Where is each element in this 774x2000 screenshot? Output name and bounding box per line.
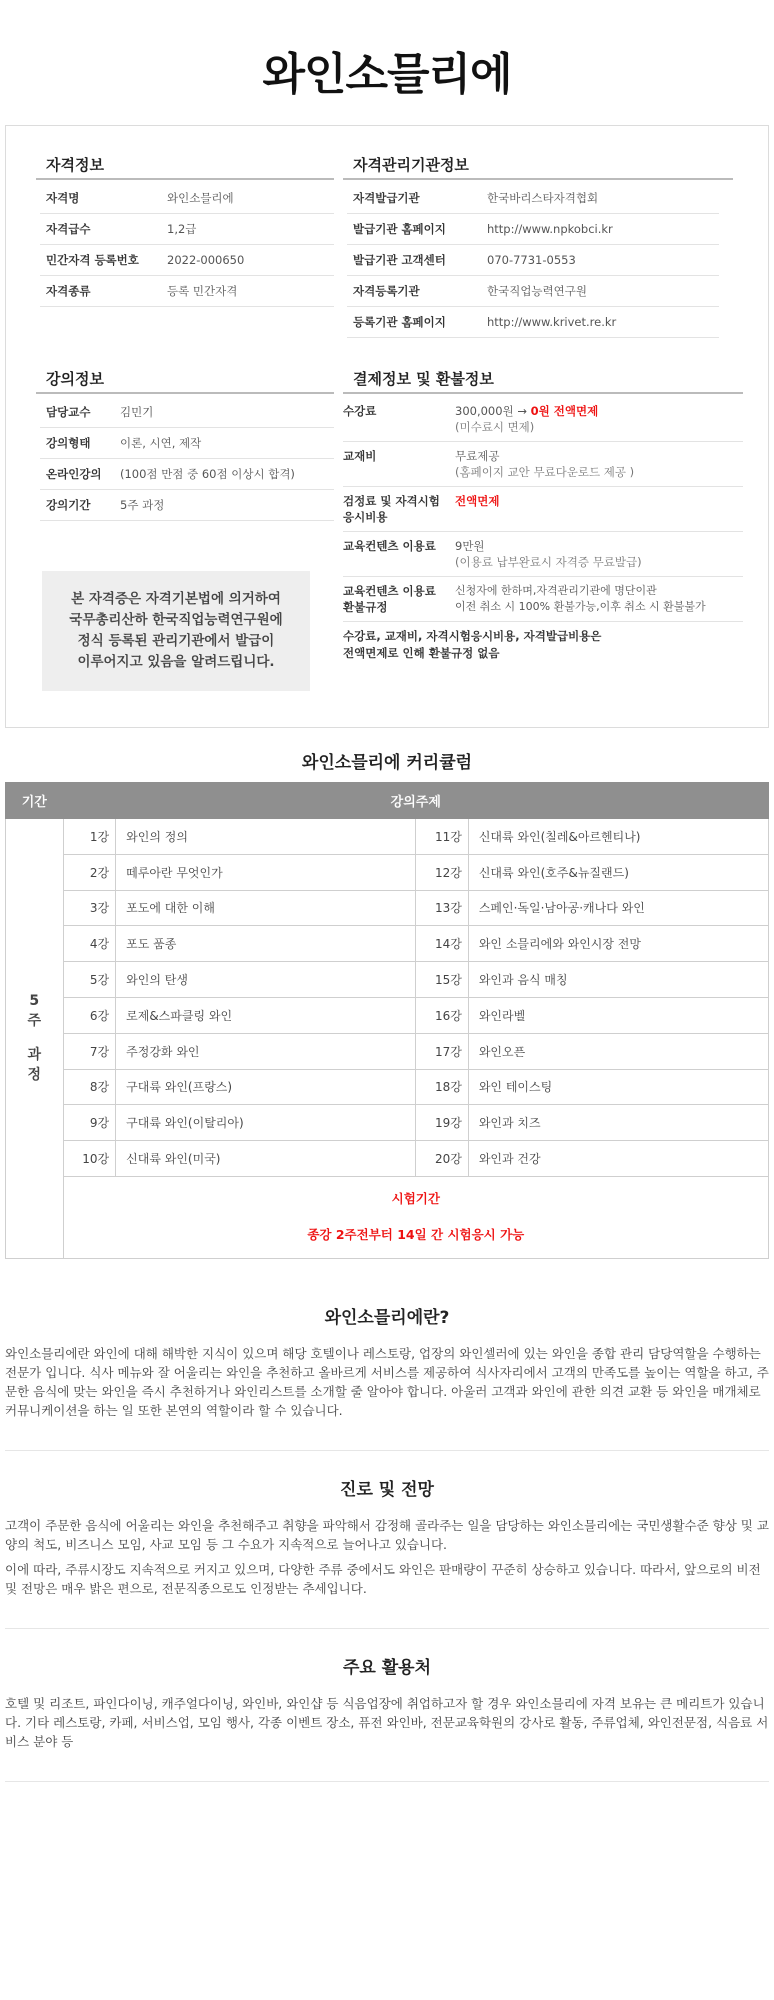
info-key: 발급기관 홈페이지	[353, 222, 446, 236]
course-heading: 강의정보	[36, 368, 334, 394]
refund-footer-line: 수강료, 교재비, 자격시험응시비용, 자격발급비용은	[343, 629, 602, 643]
lecture-num: 12강	[416, 854, 469, 890]
info-key: 자격급수	[46, 222, 91, 236]
lecture-topic: 와인의 탄생	[116, 962, 416, 998]
exam-desc: 종강 2주전부터 14일 간 시험응시 가능	[307, 1227, 525, 1243]
lecture-num: 7강	[63, 1033, 116, 1069]
registry-homepage-link[interactable]: http://www.krivet.re.kr	[487, 315, 617, 329]
refund-row	[343, 577, 743, 622]
lecture-topic: 신대륙 와인(칠레&아르헨티나)	[468, 819, 768, 855]
career-title: 진로 및 전망	[340, 1479, 434, 1500]
lecture-num: 14강	[416, 926, 469, 962]
tuition-price: 300,000원 →	[455, 404, 527, 418]
table-row	[6, 1069, 769, 1105]
lecture-topic: 와인의 정의	[116, 819, 416, 855]
notice-line: 본 자격증은 자격기본법에 의거하여	[71, 591, 281, 607]
lecture-num: 18강	[416, 1069, 469, 1105]
notice-line: 국무총리산하 한국직업능력연구원에	[69, 612, 283, 628]
lecture-topic: 로제&스파클링 와인	[116, 997, 416, 1033]
section-divider	[5, 1628, 769, 1629]
info-value: 5주 과정	[120, 498, 165, 512]
period-text: 정	[27, 1067, 42, 1084]
lecture-topic: 신대륙 와인(미국)	[116, 1141, 416, 1177]
material-note: (홈페이지 교안 무료다운로드 제공 )	[455, 465, 635, 479]
info-value: 이론, 시연, 제작	[120, 436, 202, 450]
table-header	[6, 783, 769, 819]
lecture-num: 8강	[63, 1069, 116, 1105]
about-title: 와인소믈리에란?	[324, 1307, 450, 1328]
refund-label: 교육컨텐츠 이용료	[343, 584, 436, 598]
lecture-topic: 포도에 대한 이해	[116, 890, 416, 926]
about-section	[0, 1303, 774, 1420]
period-header: 기간	[6, 783, 64, 819]
tuition-label: 수강료	[343, 404, 377, 418]
content-fee-value: 9만원	[455, 539, 485, 553]
usage-title: 주요 활용처	[342, 1657, 432, 1678]
qualification-section	[36, 154, 334, 307]
lecture-topic: 신대륙 와인(호주&뉴질랜드)	[468, 854, 768, 890]
career-paragraph: 이에 따라, 주류시장도 지속적으로 커지고 있으며, 다양한 주류 중에서도 와인은 판매량이 꾸준히 상승하고 있습니다. 따라서, 앞으로의 비전 및 전망은 매우 밝은 편으로, 전문직종으로도 인정받는 추세입니다.	[5, 1561, 761, 1596]
usage-paragraph: 호텔 및 리조트, 파인다이닝, 캐주얼다이닝, 와인바, 와인샵 등 식음업장에 취업하고자 할 경우 와인소믈리에 자격 보유는 큰 메리트가 있습니다. 기타 레스토랑, 카페, 서비스업, 모임 행사, 각종 이벤트 장소, 퓨전 와인바, 전문교육학원의 강사로 활동, 주류업체, 와인전문점, 식음료 서비스 분야 등	[5, 1695, 769, 1749]
info-key: 강의형태	[46, 436, 91, 450]
table-row	[6, 926, 769, 962]
info-row	[347, 245, 719, 276]
info-key: 강의기간	[46, 498, 91, 512]
about-paragraph: 와인소믈리에란 와인에 대해 해박한 지식이 있으며 해당 호텔이나 레스토랑, 업장의 와인셀러에 있는 와인을 종합 관리 담당역할을 수행하는 전문가 입니다. 식사 메뉴와 잘 어울리는 와인을 추천하고 올바르게 서비스를 제공하여 식사자리에서 고객의 만족도를 높이는 역할을 하고, 주문한 음식에 맞는 와인을 즉시 추천하거나 와인리스트를 소개할 줄 알아야 합니다. 아울러 고객과 와인에 관한 의견 교환 등 와인을 매개체로 커뮤니케이션을 하는 일 또한 본연의 역할이라 할 수 있습니다.	[5, 1345, 769, 1418]
period-text: 과	[27, 1047, 42, 1064]
info-value: 등록 민간자격	[167, 284, 238, 298]
lecture-num: 10강	[63, 1141, 116, 1177]
accreditation-notice	[42, 571, 310, 691]
lecture-num: 16강	[416, 997, 469, 1033]
info-key: 등록기관 홈페이지	[353, 315, 446, 329]
table-row	[6, 997, 769, 1033]
info-row	[40, 397, 334, 428]
exam-fee-value: 전액면제	[455, 494, 500, 508]
refund-text: 신청자에 한하며,자격관리기관에 명단이관	[455, 584, 657, 597]
content-fee-note: (이용료 납부완료시 자격증 무료발급)	[455, 555, 642, 569]
material-label: 교재비	[343, 449, 377, 463]
payment-heading: 결제정보 및 환불정보	[343, 368, 743, 394]
info-row	[40, 276, 334, 307]
lecture-topic: 떼루아란 무엇인가	[116, 854, 416, 890]
lecture-topic: 와인 테이스팅	[468, 1069, 768, 1105]
lecture-topic: 구대륙 와인(이탈리아)	[116, 1105, 416, 1141]
notice-line: 정식 등록된 관리기관에서 발급이	[77, 633, 275, 649]
exam-fee-label: 검정료 및 자격시험	[343, 494, 440, 508]
tuition-note: (미수료시 면제)	[455, 420, 535, 434]
table-row	[6, 890, 769, 926]
tuition-free: 0원 전액면제	[530, 404, 599, 418]
lecture-topic: 와인 소믈리에와 와인시장 전망	[468, 926, 768, 962]
lecture-num: 13강	[416, 890, 469, 926]
lecture-num: 1강	[63, 819, 116, 855]
lecture-num: 5강	[63, 962, 116, 998]
qualification-heading: 자격정보	[36, 154, 334, 180]
info-key: 자격등록기관	[353, 284, 420, 298]
lecture-topic: 와인과 건강	[468, 1141, 768, 1177]
lecture-topic: 스페인·독일·남아공·캐나다 와인	[468, 890, 768, 926]
info-value: 070-7731-0553	[487, 253, 576, 267]
tuition-row	[343, 397, 743, 442]
career-section	[0, 1475, 774, 1598]
refund-text: 이전 취소 시 100% 환불가능,이후 취소 시 환불불가	[455, 600, 706, 613]
info-row	[347, 183, 719, 214]
refund-footer-line: 전액면제로 인해 환불규정 없음	[343, 646, 500, 660]
lecture-topic: 와인과 음식 매칭	[468, 962, 768, 998]
period-num: 5	[29, 993, 40, 1010]
lecture-num: 11강	[416, 819, 469, 855]
info-value: 김민기	[120, 405, 154, 419]
material-value: 무료제공	[455, 449, 500, 463]
info-row	[347, 276, 719, 307]
payment-section	[343, 368, 743, 662]
info-key: 담당교수	[46, 405, 91, 419]
info-key: 자격발급기관	[353, 191, 420, 205]
info-row	[347, 214, 719, 245]
info-value: (100점 만점 중 60점 이상시 합격)	[120, 467, 295, 481]
info-row	[40, 490, 334, 521]
period-cell	[6, 819, 64, 1259]
exam-fee-row	[343, 487, 743, 532]
info-key: 자격명	[46, 191, 80, 205]
lecture-num: 15강	[416, 962, 469, 998]
content-fee-label: 교육컨텐츠 이용료	[343, 539, 436, 553]
exam-title: 시험기간	[391, 1191, 440, 1207]
info-value: 2022-000650	[167, 253, 245, 267]
topic-header: 강의주제	[63, 783, 768, 819]
info-row	[40, 459, 334, 490]
lecture-topic: 와인과 치즈	[468, 1105, 768, 1141]
section-divider	[5, 1450, 769, 1451]
agency-heading: 자격관리기관정보	[343, 154, 733, 180]
lecture-num: 6강	[63, 997, 116, 1033]
info-key: 자격종류	[46, 284, 91, 298]
info-row	[40, 428, 334, 459]
info-key: 발급기관 고객센터	[353, 253, 446, 267]
exam-fee-label: 응시비용	[343, 510, 388, 524]
period-text: 주	[27, 1013, 42, 1030]
usage-section	[0, 1653, 774, 1751]
curriculum-table	[5, 782, 769, 1259]
notice-line: 이루어지고 있음을 알려드립니다.	[77, 654, 275, 670]
lecture-topic: 주정강화 와인	[116, 1033, 416, 1069]
content-fee-row	[343, 532, 743, 577]
table-row	[6, 962, 769, 998]
info-row	[347, 307, 719, 338]
curriculum-title: 와인소믈리에 커리큘럼	[301, 753, 473, 773]
course-section	[36, 368, 334, 521]
refund-label: 환불규정	[343, 600, 388, 614]
info-value: 1,2급	[167, 222, 197, 236]
lecture-num: 2강	[63, 854, 116, 890]
agency-homepage-link[interactable]: http://www.npkobci.kr	[487, 222, 613, 236]
page-title: 와인소믈리에	[262, 49, 512, 100]
refund-footer	[343, 622, 743, 662]
material-row	[343, 442, 743, 487]
table-row	[6, 819, 769, 855]
career-paragraph: 고객이 주문한 음식에 어울리는 와인을 추천해주고 취향을 파악해서 감정해 골라주는 일을 담당하는 와인소믈리에는 국민생활수준 향상 및 교양의 척도, 비즈니스 모임, 사교 모임 등 그 수요가 지속적으로 늘어나고 있습니다.	[5, 1517, 769, 1552]
info-row	[40, 214, 334, 245]
table-row	[6, 1033, 769, 1069]
info-value: 와인소믈리에	[167, 191, 234, 205]
info-value: 한국바리스타자격협회	[487, 191, 599, 205]
lecture-num: 3강	[63, 890, 116, 926]
lecture-topic: 구대륙 와인(프랑스)	[116, 1069, 416, 1105]
lecture-num: 17강	[416, 1033, 469, 1069]
lecture-num: 20강	[416, 1141, 469, 1177]
table-row	[6, 1105, 769, 1141]
info-key: 민간자격 등록번호	[46, 253, 139, 267]
info-box	[5, 125, 769, 728]
lecture-num: 19강	[416, 1105, 469, 1141]
table-row	[6, 1141, 769, 1177]
table-row	[6, 854, 769, 890]
lecture-topic: 와인라벨	[468, 997, 768, 1033]
lecture-topic: 와인오픈	[468, 1033, 768, 1069]
lecture-num: 9강	[63, 1105, 116, 1141]
agency-section	[343, 154, 733, 338]
lecture-topic: 포도 품종	[116, 926, 416, 962]
info-row	[40, 183, 334, 214]
exam-row	[6, 1176, 769, 1258]
section-divider	[5, 1781, 769, 1782]
lecture-num: 4강	[63, 926, 116, 962]
info-row	[40, 245, 334, 276]
exam-cell	[63, 1176, 768, 1258]
info-key: 온라인강의	[46, 467, 102, 481]
info-value: 한국직업능력연구원	[487, 284, 587, 298]
